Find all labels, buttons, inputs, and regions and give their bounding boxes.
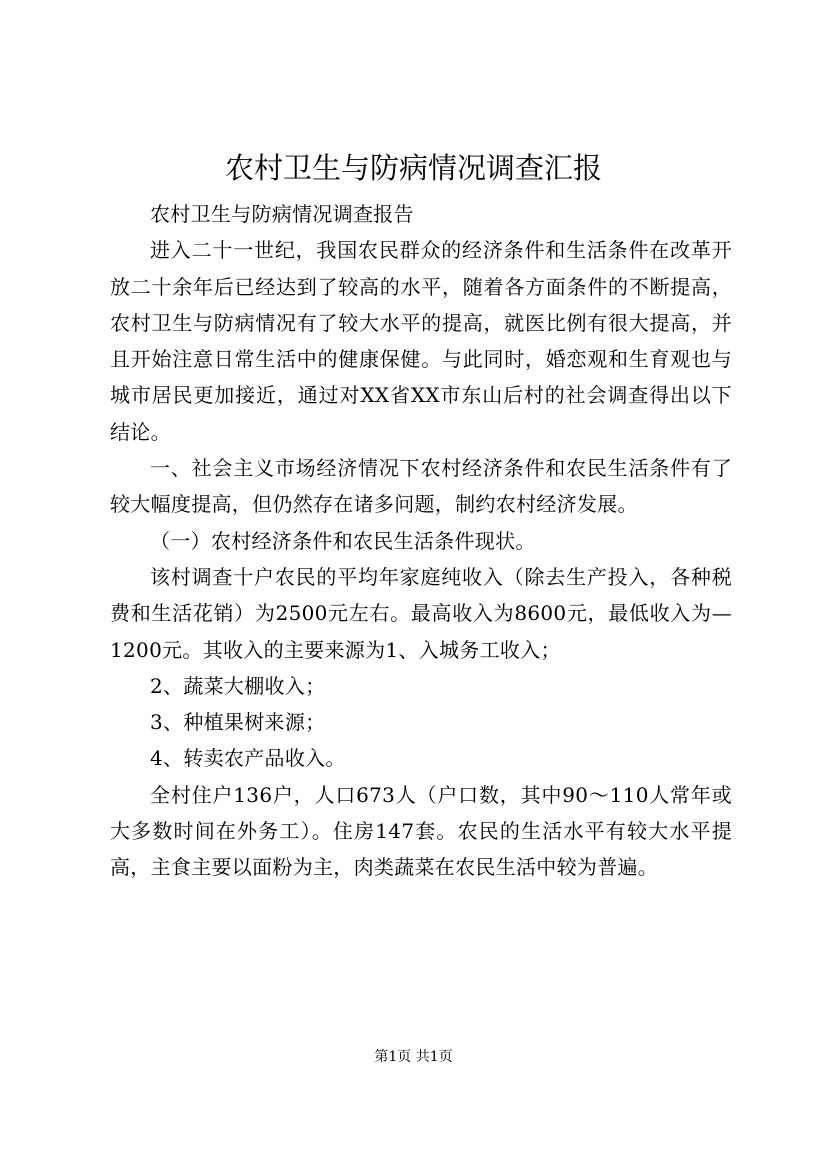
paragraph-list-item: 2、蔬菜大棚收入； xyxy=(150,673,326,698)
paragraph-income: 该村调查十户农民的平均年家庭纯收入（除去生产投入，各种税费和生活花销）为2500元左右。最高收入为8600元，最低收入为—1200元。其收入的主要来源为1、入城务工收入； xyxy=(110,564,732,662)
paragraph-subtitle: 农村卫生与防病情况调查报告 xyxy=(150,202,414,226)
page-footer: 第1页 共1页 xyxy=(374,1049,453,1065)
paragraph-list-item: 3、种植果树来源； xyxy=(150,710,326,735)
paragraph-list-item: 4、转卖农产品收入。 xyxy=(150,746,346,771)
paragraph-intro: 进入二十一世纪，我国农民群众的经济条件和生活条件在改革开放二十余年后已经达到了较高的水平，随着各方面条件的不断提高，农村卫生与防病情况有了较大水平的提高，就医比例有很大提高，并且开始注意日常生活中的健康保健。与此同时，婚恋观和生育观也与城市居民更加接近，通过对XX省XX市东山后村的社会调查得出以下结论。 xyxy=(110,238,732,444)
paragraph-subsection-heading: （一）农村经济条件和农民生活条件现状。 xyxy=(150,528,536,553)
paragraph-section-one: 一、社会主义市场经济情况下农村经济条件和农民生活条件有了较大幅度提高，但仍然存在诸多问题，制约农村经济发展。 xyxy=(110,456,732,517)
paragraph-population: 全村住户136户，人口673人（户口数，其中90～110人常年或大多数时间在外务工）。住房147套。农民的生活水平有较大水平提高，主食主要以面粉为主，肉类蔬菜在农民生活中较为普遍。 xyxy=(110,782,732,880)
document-body xyxy=(110,196,732,886)
document-title: 农村卫生与防病情况调查汇报 xyxy=(224,151,602,185)
